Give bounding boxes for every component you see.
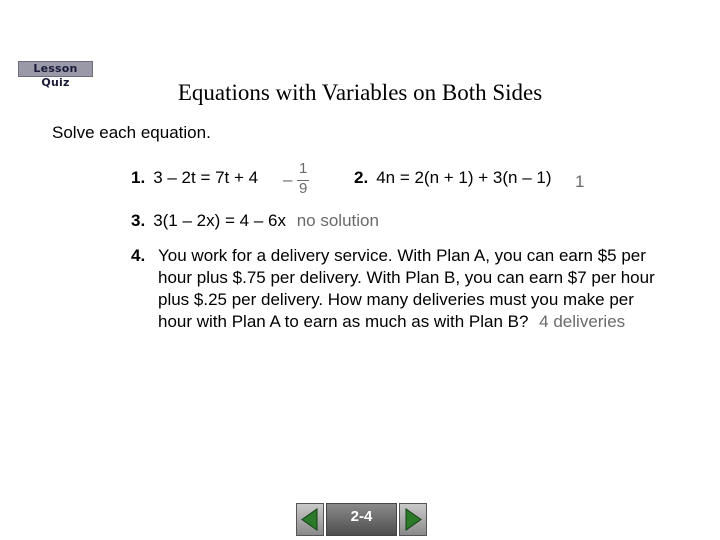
answer-denominator: 9 — [299, 180, 308, 197]
problem-1 — [131, 168, 258, 188]
problem-3 — [131, 211, 379, 231]
answer-numerator: 1 — [299, 160, 308, 177]
problem-number: 4. — [131, 246, 146, 265]
problem-number: 2. — [354, 168, 369, 187]
problem-equation: 4n = 2(n + 1) + 3(n – 1) — [376, 168, 552, 187]
slide-navigation — [296, 503, 428, 536]
problem-2 — [354, 168, 552, 188]
problem-2-answer: 1 — [575, 172, 585, 191]
next-slide-button[interactable] — [399, 503, 427, 536]
page-title: Equations with Variables on Both Sides — [177, 80, 543, 105]
problem-equation: 3(1 – 2x) = 4 – 6x — [153, 211, 286, 230]
problem-number: 3. — [131, 211, 146, 230]
problem-3-answer: no solution — [296, 211, 379, 230]
answer-sign: – — [283, 170, 293, 189]
triangle-right-icon — [400, 504, 426, 535]
problem-4-answer: 4 deliveries — [539, 312, 626, 331]
prev-slide-button[interactable] — [296, 503, 324, 536]
lesson-number-button[interactable]: 2-4 — [326, 503, 397, 536]
triangle-left-icon — [297, 504, 323, 535]
instruction-text: Solve each equation. — [52, 123, 211, 142]
problem-text: You work for a delivery service. With Plan A, you can earn $5 per hour plus $.75 per delivery. With Plan B, you can earn $7 per hour plus $.25 per delivery. How many deliveries must you make per hour with Plan A to earn as much as with Plan B? — [158, 246, 655, 331]
problem-equation: 3 – 2t = 7t + 4 — [153, 168, 259, 187]
lesson-quiz-badge: Lesson Quiz — [18, 61, 93, 77]
problem-number: 1. — [131, 168, 146, 187]
